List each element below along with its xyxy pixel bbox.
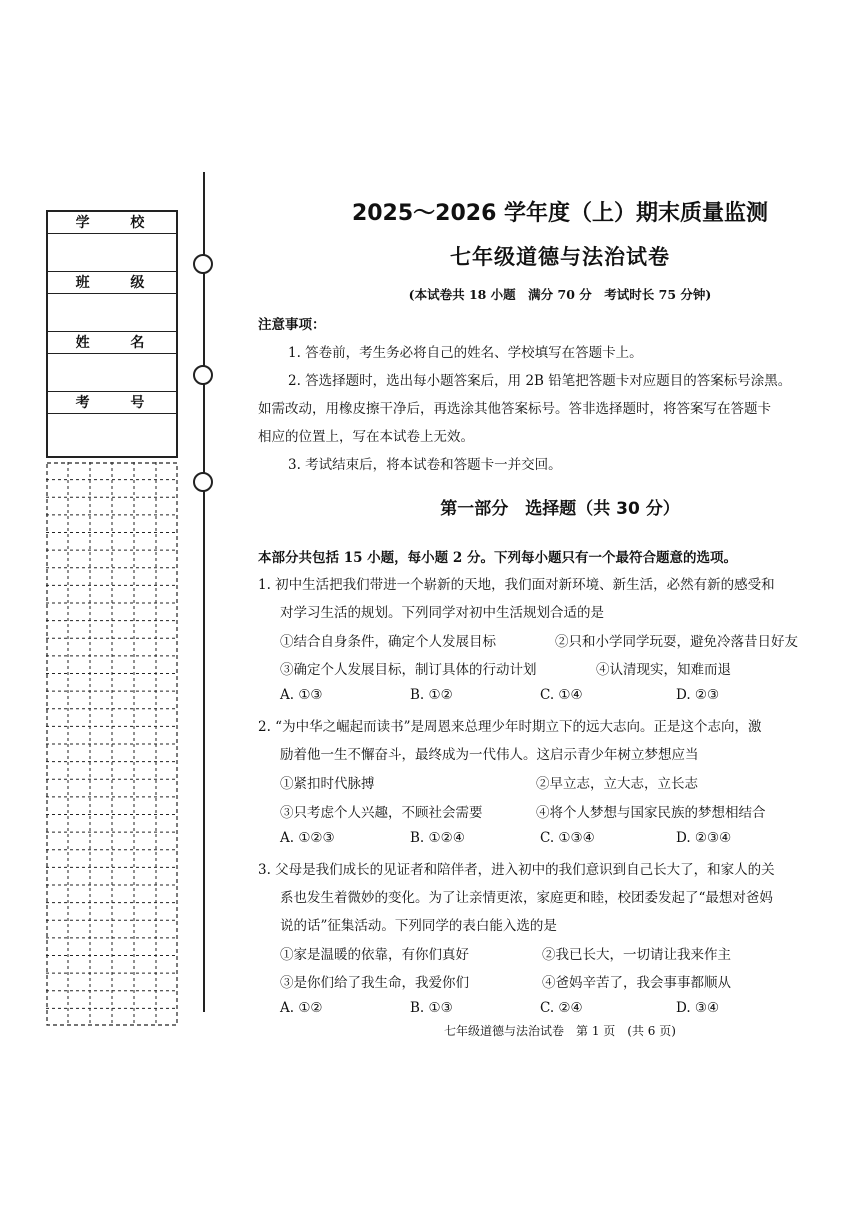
q1-statement-2: ②只和小学同学玩耍，避免冷落昔日好友 [555,634,798,650]
q1-statement-4: ④认清现实，知难而退 [596,662,731,678]
question-3-stem-cont: 系也发生着微妙的变化。为了让亲情更浓，家庭更和睦，校团委发起了“最想对爸妈 [280,890,773,906]
notice-item-2-end: 相应的位置上，写在本试卷上无效。 [258,429,474,445]
exam-number-field[interactable] [48,414,176,451]
notice-heading: 注意事项： [258,317,326,333]
question-2-stem-cont: 励着他一生不懈奋斗，最终成为一代伟人。这启示青少年树立梦想应当 [280,747,699,763]
q3-statement-3: ③是你们给了我生命，我爱你们 [280,975,469,991]
q2-statement-4: ④将个人梦想与国家民族的梦想相结合 [536,805,766,821]
q2-choice-d[interactable]: D. ②③④ [676,830,732,846]
q1-choice-c[interactable]: C. ①④ [540,687,583,703]
q1-choice-d[interactable]: D. ②③ [676,687,720,703]
q3-statement-2: ②我已长大，一切请让我来作主 [542,947,731,963]
student-info-table [46,210,178,458]
exam-number-label: 考 号 [48,392,176,414]
school-field[interactable] [48,234,176,272]
notice-item-3: 3. 考试结束后，将本试卷和答题卡一并交回。 [288,457,562,473]
q3-choice-c[interactable]: C. ②④ [540,1000,583,1016]
question-3-stem: 3. 父母是我们成长的见证者和陪伴者，进入初中的我们意识到自己长大了，和家人的关 [258,862,775,878]
question-1-stem-cont: 对学习生活的规划。下列同学对初中生活规划合适的是 [280,605,604,621]
q2-choice-a[interactable]: A. ①②③ [280,830,335,846]
binding-hole-3 [193,472,213,492]
q3-choice-b[interactable]: B. ①③ [410,1000,453,1016]
school-label: 学 校 [48,212,176,234]
q2-statement-1: ①紧扣时代脉搏 [280,776,375,792]
class-field[interactable] [48,294,176,332]
binding-hole-1 [193,254,213,274]
q1-choice-a[interactable]: A. ①③ [280,687,323,703]
binding-hole-2 [193,365,213,385]
question-1-stem: 1. 初中生活把我们带进一个崭新的天地，我们面对新环境、新生活，必然有新的感受和 [258,577,775,593]
class-label: 班 级 [48,272,176,294]
binding-line [203,172,205,1012]
q1-choice-b[interactable]: B. ①② [410,687,453,703]
q1-statement-1: ①结合自身条件，确定个人发展目标 [280,634,496,650]
exam-title: 2025～2026 学年度（上）期末质量监测 [351,201,769,226]
notice-item-2: 2. 答选择题时，选出每小题答案后，用 2B 铅笔把答题卡对应题目的答案标号涂黑。 [288,373,792,389]
question-2-stem: 2. “为中华之崛起而读书”是周恩来总理少年时期立下的远大志向。正是这个志向，激 [258,719,762,735]
q3-choice-a[interactable]: A. ①② [280,1000,323,1016]
page-footer: 七年级道德与法治试卷 第 1 页 (共 6 页) [444,1024,676,1038]
exam-number-grid[interactable] [46,462,178,1026]
section-intro: 本部分共包括 15 小题，每小题 2 分。下列每小题只有一个最符合题意的选项。 [258,550,737,566]
section-title: 第一部分 选择题（共 30 分） [440,499,680,519]
q2-choice-c[interactable]: C. ①③④ [540,830,595,846]
q2-choice-b[interactable]: B. ①②④ [410,830,465,846]
name-label: 姓 名 [48,332,176,354]
q3-statement-4: ④爸妈辛苦了，我会事事都顺从 [542,975,731,991]
name-field[interactable] [48,354,176,392]
q1-statement-3: ③确定个人发展目标，制订具体的行动计划 [280,662,537,678]
q2-statement-3: ③只考虑个人兴趣，不顾社会需要 [280,805,483,821]
question-3-stem-end: 说的话”征集活动。下列同学的表白能入选的是 [280,918,557,934]
notice-item-2-cont: 如需改动，用橡皮擦干净后，再选涂其他答案标号。答非选择题时，将答案写在答题卡 [258,401,771,417]
exam-subtitle: 七年级道德与法治试卷 [450,245,670,269]
q2-statement-2: ②早立志，立大志，立长志 [536,776,698,792]
notice-item-1: 1. 答卷前，考生务必将自己的姓名、学校填写在答题卡上。 [288,345,643,361]
exam-info: (本试卷共 18 小题 满分 70 分 考试时长 75 分钟) [408,287,712,302]
q3-choice-d[interactable]: D. ③④ [676,1000,720,1016]
q3-statement-1: ①家是温暖的依靠，有你们真好 [280,947,469,963]
